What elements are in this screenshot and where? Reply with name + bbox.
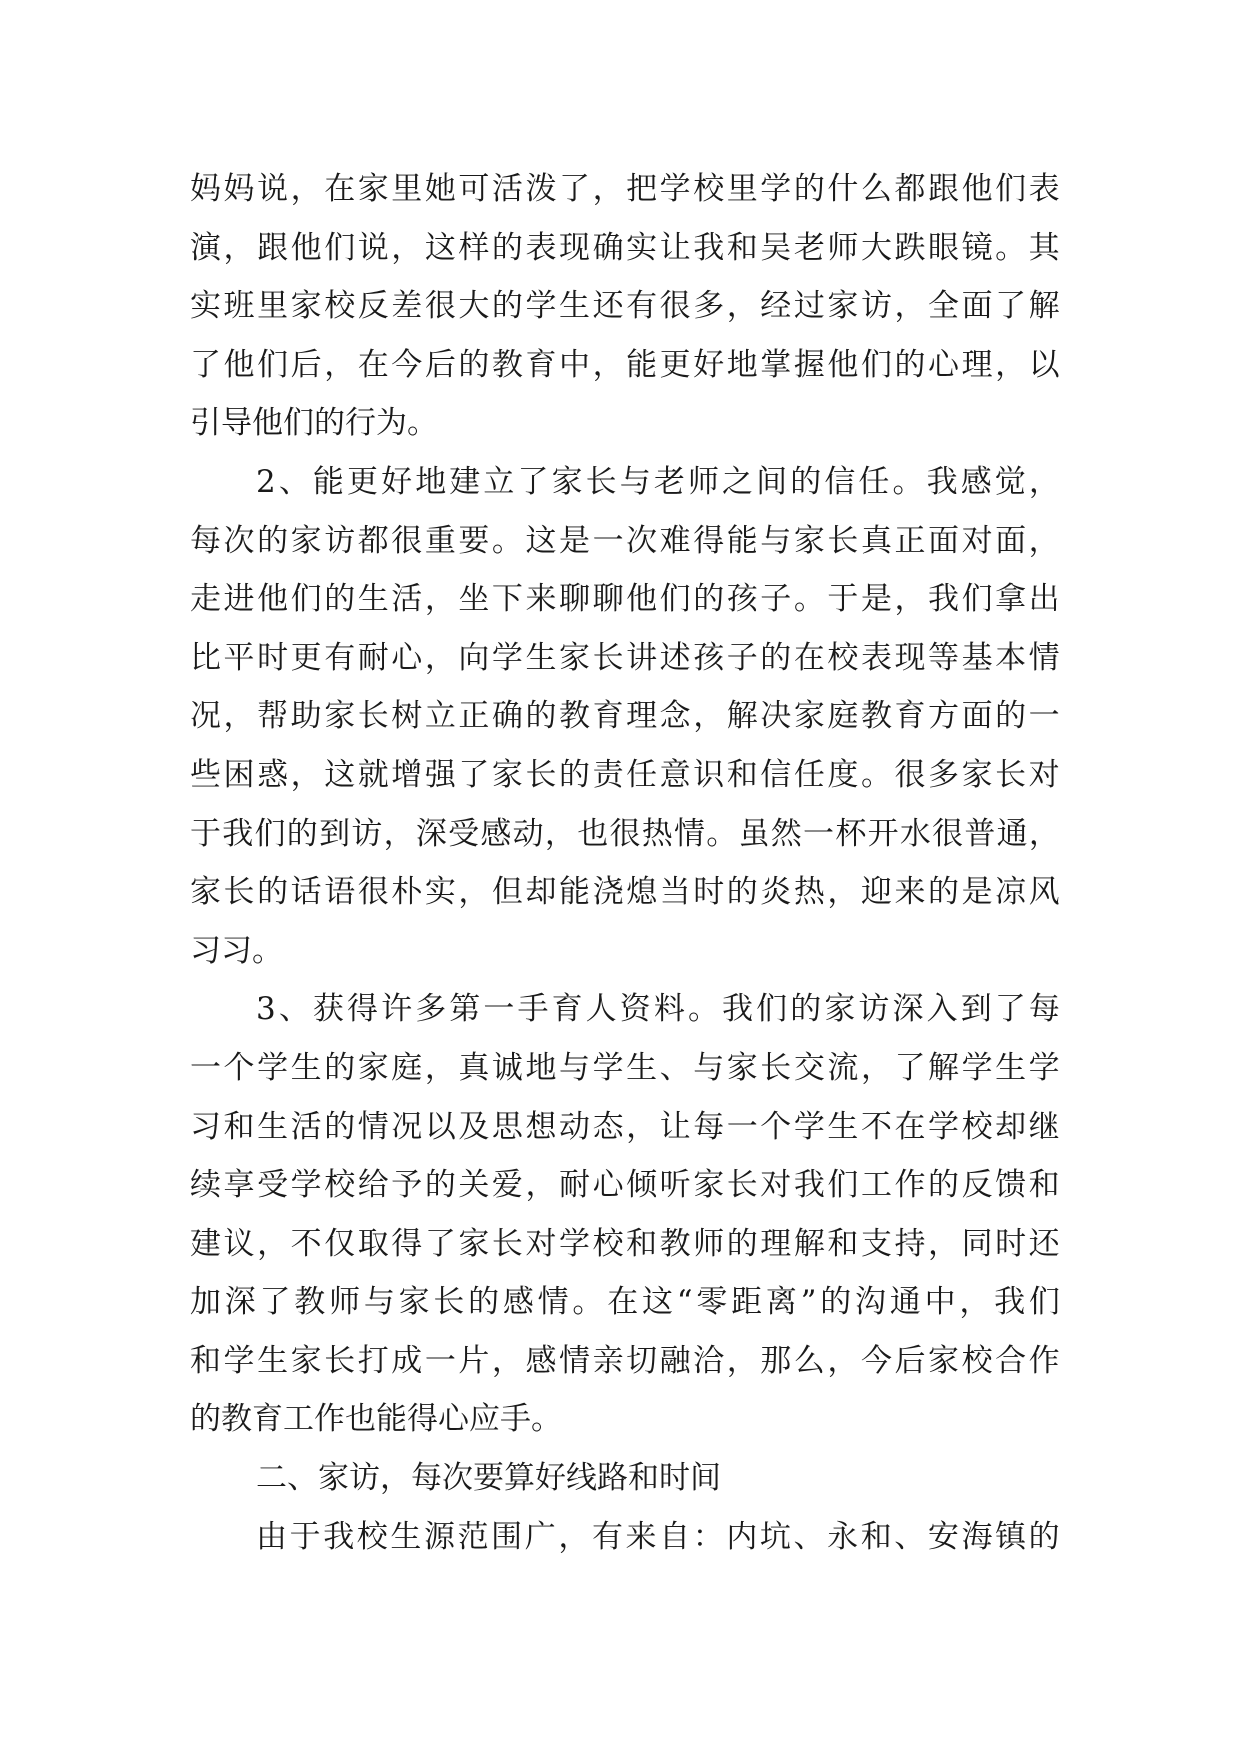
- text-line: 妈 妈 说 ， 在 家 里 她 可 活 泼 了 ， 把 学 校 里 学 的 什 么 都 跟 他 们 表: [190, 171, 1060, 207]
- text-line: 一 个 学 生 的 家 庭 ， 真 诚 地 与 学 生 、 与 家 长 交 流 ， 了 解 学 生 学: [190, 1049, 1060, 1086]
- text-line: 实 班 里 家 校 反 差 很 大 的 学 生 还 有 很 多 ， 经 过 家 访 ， 全 面 了 解: [190, 288, 1060, 325]
- document-body: [190, 160, 1060, 1566]
- text-line: 走 进 他 们 的 生 活 ， 坐 下 来 聊 聊 他 们 的 孩 子 。 于 是 ， 我 们 拿 出: [190, 581, 1060, 618]
- text-line: 演 ， 跟 他 们 说 ， 这 样 的 表 现 确 实 让 我 和 吴 老 师 大 跌 眼 镜 。 其: [190, 229, 1060, 266]
- text-line: 引导他们的行为。: [190, 405, 438, 442]
- text-line: 的教育工作也能得心应手。: [190, 1401, 562, 1438]
- text-line: 由 于 我 校 生 源 范 围 广 ， 有 来 自 ： 内 坑 、 永 和 、 安 海 镇 的: [256, 1518, 1060, 1555]
- text-line: 了 他 们 后 ， 在 今 后 的 教 育 中 ， 能 更 好 地 掌 握 他 们 的 心 理 ， 以: [190, 346, 1060, 383]
- text-line: 建 议 ， 不 仅 取 得 了 家 长 对 学 校 和 教 师 的 理 解 和 支 持 ， 同 时 还: [190, 1225, 1060, 1262]
- text-line: 二、家访，每次要算好线路和时间: [256, 1460, 721, 1497]
- text-line: 些 困 惑 ， 这 就 增 强 了 家 长 的 责 任 意 识 和 信 任 度 。 很 多 家 长 对: [190, 756, 1060, 793]
- text-line: 3 、 获 得 许 多 第 一 手 育 人 资 料 。 我 们 的 家 访 深 入 到 了 每: [256, 991, 1060, 1028]
- text-line: 于 我 们 的 到 访 ， 深 受 感 动 ， 也 很 热 情 。 虽 然 一 杯 开 水 很 普 通 ，: [190, 815, 1060, 852]
- text-line: 每 次 的 家 访 都 很 重 要 。 这 是 一 次 难 得 能 与 家 长 真 正 面 对 面 ，: [190, 522, 1060, 559]
- text-line: 家 长 的 话 语 很 朴 实 ， 但 却 能 浇 熄 当 时 的 炎 热 ， 迎 来 的 是 凉 风: [190, 874, 1060, 911]
- text-line: 和 学 生 家 长 打 成 一 片 ， 感 情 亲 切 融 洽 ， 那 么 ， 今 后 家 校 合 作: [190, 1342, 1060, 1379]
- text-line: 加 深 了 教 师 与 家 长 的 感 情 。 在 这 “ 零 距 离 ” 的 沟 通 中 ， 我 们: [190, 1284, 1060, 1321]
- text-line: 况 ， 帮 助 家 长 树 立 正 确 的 教 育 理 念 ， 解 决 家 庭 教 育 方 面 的 一: [190, 698, 1060, 735]
- text-line: 续 享 受 学 校 给 予 的 关 爱 ， 耐 心 倾 听 家 长 对 我 们 工 作 的 反 馈 和: [190, 1167, 1060, 1204]
- text-line: 习习。: [190, 932, 283, 969]
- text-line: 2 、 能 更 好 地 建 立 了 家 长 与 老 师 之 间 的 信 任 。 我 感 觉 ，: [256, 463, 1060, 500]
- text-line: 习 和 生 活 的 情 况 以 及 思 想 动 态 ， 让 每 一 个 学 生 不 在 学 校 却 继: [190, 1108, 1060, 1145]
- text-line: 比 平 时 更 有 耐 心 ， 向 学 生 家 长 讲 述 孩 子 的 在 校 表 现 等 基 本 情: [190, 639, 1060, 676]
